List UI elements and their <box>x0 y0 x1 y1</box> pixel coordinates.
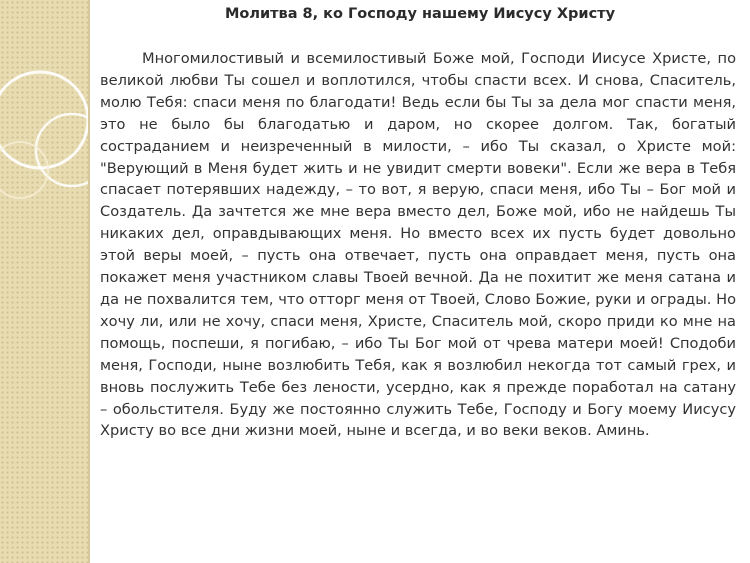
circle-ornament-icon <box>0 0 90 563</box>
decorative-side-strip <box>0 0 90 563</box>
prayer-title: Молитва 8, ко Господу нашему Иисусу Христу <box>224 6 616 22</box>
prayer-page <box>90 0 750 563</box>
prayer-text: Многомилостивый и всемилостивый Боже мой, Господи Иисусе Христе, по великой любви Ты сошел и воплотился, чтобы спасти всех. И снова, Спаситель, молю Тебя: спаси меня по благодати! Ведь если бы Ты за дела мог спасти меня, это не было бы благодатью и даром, но скорее долгом. Так, богатый состраданием и неизреченный в милости, – ибо Ты сказал, о Христе мой: "Верующий в Меня будет жить и не увидит смерти вовеки". Если же вера в Тебя спасает потерявших надежду, – то вот, я верую, спаси меня, ибо Ты – Бог мой и Создатель. Да зачтется же мне вера вместо дел, Боже мой, ибо не найдешь Ты никаких дел, оправдывающих меня. Но вместо всех их пусть будет довольно этой веры моей, – пусть она отвечает, пусть она оправдает меня, пусть она покажет меня участником славы Твоей вечной. Да не похитит же меня сатана и да не похвалится тем, что отторг меня от Твоей, Слово Божие, руки и ограды. Но хочу ли, или не хочу, спаси меня, Христе, Спаситель мой, скоро приди ко мне на помощь, поспеши, я погибаю, – ибо Ты Бог мой от чрева матери моей! Сподоби меня, Господи, ныне возлюбить Тебя, как я возлюбил некогда тот самый грех, и вновь послужить Тебе без лености, усердно, как я прежде поработал на сатану – обольстителя. Буду же постоянно служить Тебе, Господу и Богу моему Иисусу Христу во все дни жизни моей, ныне и всегда, и во веки веков. Аминь. <box>100 50 736 440</box>
